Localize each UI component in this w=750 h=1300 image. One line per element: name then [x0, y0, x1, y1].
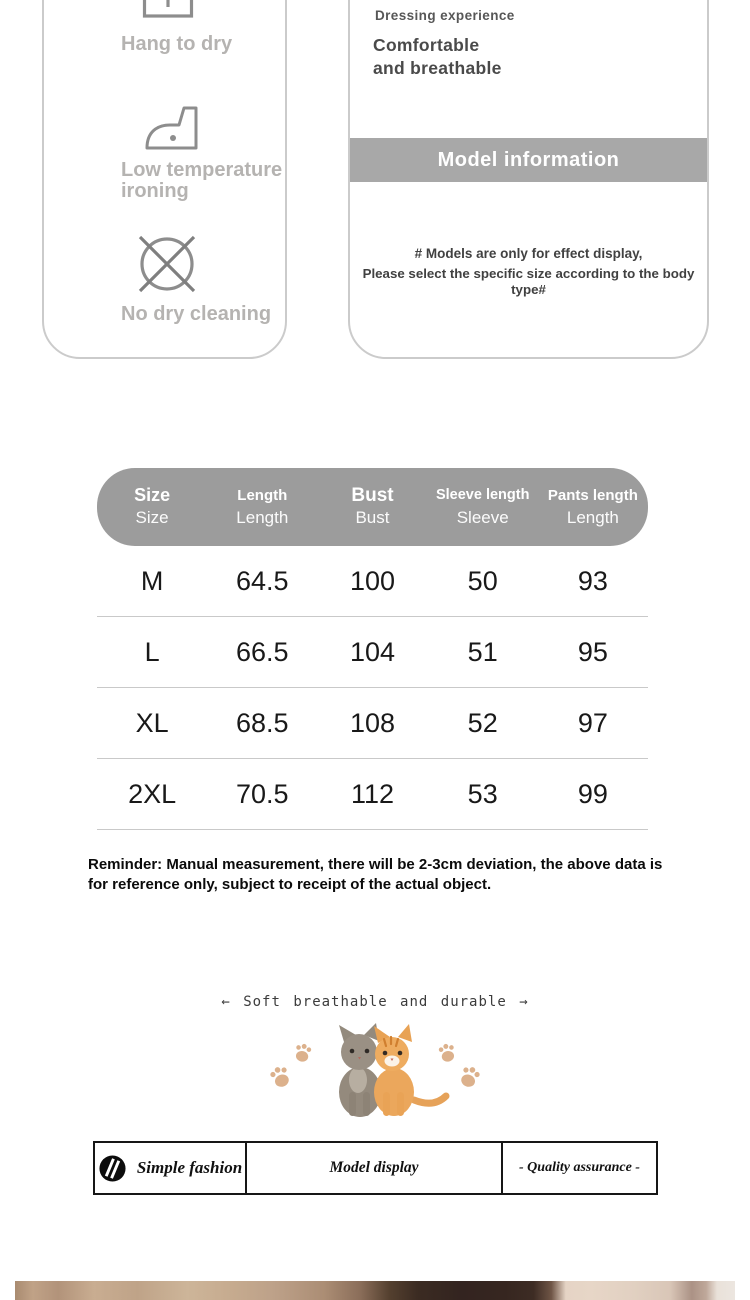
- footer-brand-text: Simple fashion: [136, 1158, 243, 1177]
- kittens-illustration: [250, 1014, 500, 1118]
- table-row-l: [97, 617, 648, 688]
- cell: 97: [577, 707, 608, 738]
- cell: 52: [467, 707, 498, 738]
- cell: 100: [349, 565, 396, 596]
- gray-kitten: [339, 1023, 381, 1117]
- footer-center-cell: Model display: [247, 1143, 503, 1193]
- cell: 99: [577, 778, 608, 809]
- model-note-primary: # Models are only for effect display,: [414, 246, 643, 261]
- cell: 93: [577, 565, 608, 596]
- measurement-reminder: Reminder: Manual measurement, there will be 2-3cm deviation, the above data is for reference only, subject to receipt of the actual object.: [88, 856, 663, 893]
- iron-icon: [142, 100, 200, 154]
- comfort-headline: [373, 34, 502, 80]
- table-row-2xl: [97, 759, 648, 830]
- cell: 70.5: [236, 778, 289, 809]
- cell: 68.5: [236, 707, 289, 738]
- cell: 2XL: [128, 778, 177, 809]
- column-header-size: Size Size: [134, 484, 171, 527]
- care-label-low-temp-ironing: Low temperature ironing: [121, 159, 283, 202]
- size-table-header: [97, 468, 648, 546]
- footer-brand-cell: [95, 1143, 247, 1193]
- cell: M: [140, 565, 164, 596]
- cell: 53: [467, 778, 498, 809]
- column-header-length: Length Length: [236, 486, 289, 527]
- care-label-hang-to-dry: Hang to dry: [121, 33, 233, 55]
- cell: 50: [467, 565, 498, 596]
- column-header-pants: Pants length Length: [547, 486, 638, 527]
- footer-banner: [93, 1141, 658, 1195]
- column-header-bust: Bust Bust: [351, 484, 394, 527]
- table-row-m: [97, 546, 648, 617]
- cell: 104: [349, 636, 396, 667]
- hang-to-dry-icon: [141, 0, 195, 19]
- model-info-card: [348, 0, 709, 359]
- cell: 64.5: [236, 565, 289, 596]
- table-row-xl: [97, 688, 648, 759]
- no-dry-cleaning-icon: [135, 232, 199, 296]
- headline-line-1: Comfortable: [373, 35, 480, 55]
- cell: 95: [577, 636, 608, 667]
- care-instructions-card: [42, 0, 287, 359]
- cell: 66.5: [236, 636, 289, 667]
- cell: 112: [350, 778, 395, 809]
- cell: L: [144, 636, 160, 667]
- slogan-text: ← Soft breathable and durable →: [221, 994, 529, 1010]
- size-table-body: [97, 546, 648, 830]
- cell: XL: [135, 707, 169, 738]
- headline-line-2: and breathable: [373, 58, 502, 78]
- footer-right-cell: - Quality assurance -: [519, 1160, 640, 1175]
- brand-logo-icon: [98, 1154, 127, 1183]
- cell: 51: [467, 636, 498, 667]
- care-label-no-dry-cleaning: No dry cleaning: [121, 303, 272, 325]
- model-photo-top-edge: [15, 1281, 735, 1300]
- orange-kitten: [374, 1024, 446, 1116]
- cell: 108: [349, 707, 396, 738]
- column-header-sleeve: Sleeve length Sleeve: [435, 486, 530, 527]
- model-information-band: Model information: [350, 138, 707, 182]
- dressing-experience-label: Dressing experience: [375, 8, 515, 23]
- model-note-secondary: Please select the specific size according to the body type#: [362, 266, 695, 297]
